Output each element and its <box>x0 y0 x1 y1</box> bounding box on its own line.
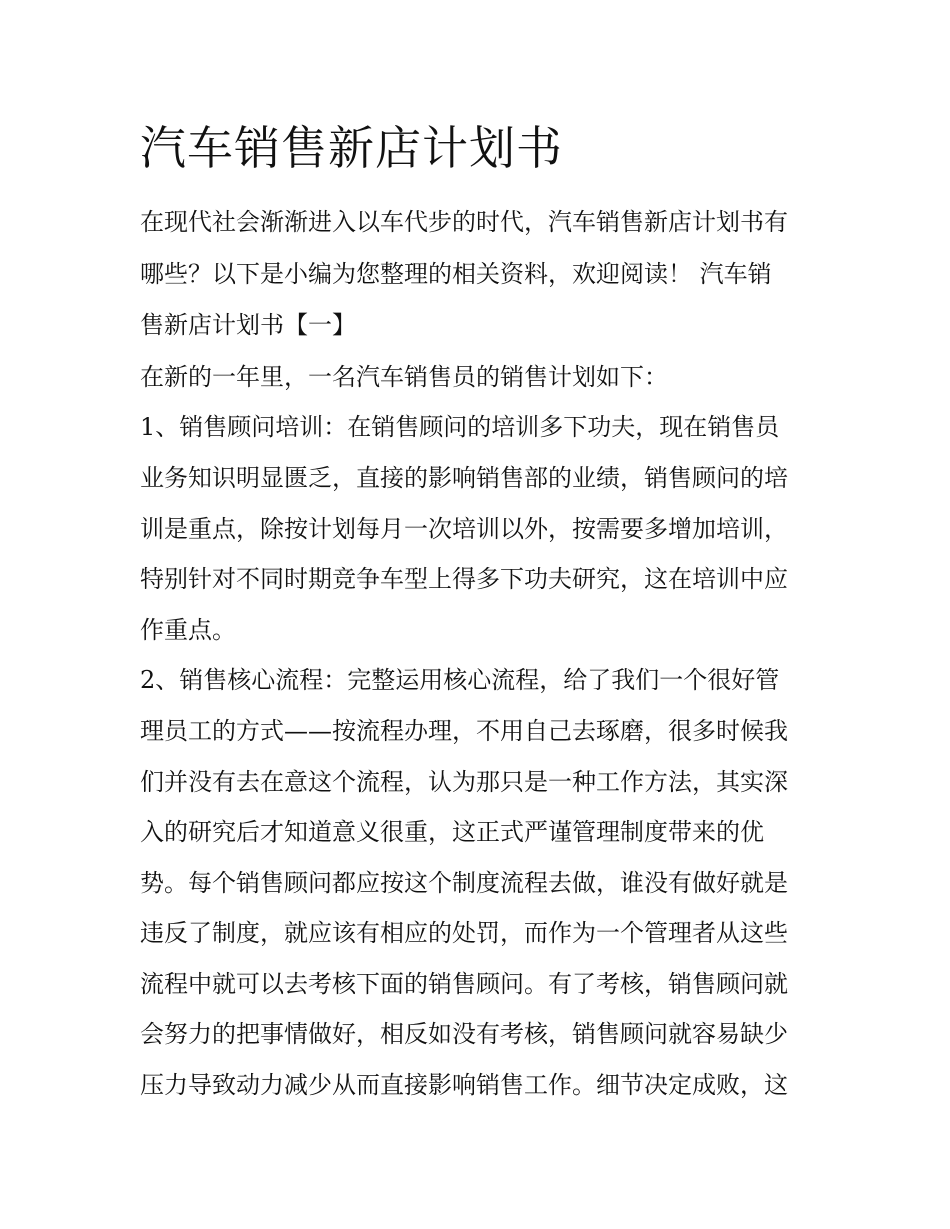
document-title: 汽车销售新店计划书 <box>140 121 563 175</box>
body-line: 售新店计划书【一】 <box>140 311 356 339</box>
body-line: 违反了制度，就应该有相应的处罚，而作为一个管理者从这些 <box>140 919 788 947</box>
body-line: 业务知识明显匮乏，直接的影响销售部的业绩，销售顾问的培 <box>140 464 788 492</box>
body-line: 在新的一年里，一名汽车销售员的销售计划如下： <box>140 363 668 391</box>
body-line: 在现代社会渐渐进入以车代步的时代，汽车销售新店计划书有 <box>140 208 788 236</box>
body-line: 理员工的方式——按流程办理，不用自己去琢磨，很多时候我 <box>140 717 788 745</box>
body-line: 入的研究后才知道意义很重，这正式严谨管理制度带来的优 <box>140 818 764 846</box>
body-line: 流程中就可以去考核下面的销售顾问。有了考核，销售顾问就 <box>140 970 788 998</box>
body-line: 们并没有去在意这个流程，认为那只是一种工作方法，其实深 <box>140 768 788 796</box>
body-line: 势。每个销售顾问都应按这个制度流程去做，谁没有做好就是 <box>140 869 788 897</box>
body-line: 训是重点，除按计划每月一次培训以外，按需要多增加培训， <box>140 515 788 543</box>
body-line: 会努力的把事情做好，相反如没有考核，销售顾问就容易缺少 <box>140 1020 788 1048</box>
body-line: 压力导致动力减少从而直接影响销售工作。细节决定成败，这 <box>140 1071 788 1099</box>
body-line: 作重点。 <box>140 616 236 644</box>
body-line: 哪些？以下是小编为您整理的相关资料，欢迎阅读！ 汽车销 <box>140 260 772 288</box>
body-line: 特别针对不同时期竞争车型上得多下功夫研究，这在培训中应 <box>140 565 788 593</box>
body-line: 1、销售顾问培训：在销售顾问的培训多下功夫，现在销售员 <box>140 413 780 441</box>
body-line: 2、销售核心流程：完整运用核心流程，给了我们一个很好管 <box>140 666 780 694</box>
